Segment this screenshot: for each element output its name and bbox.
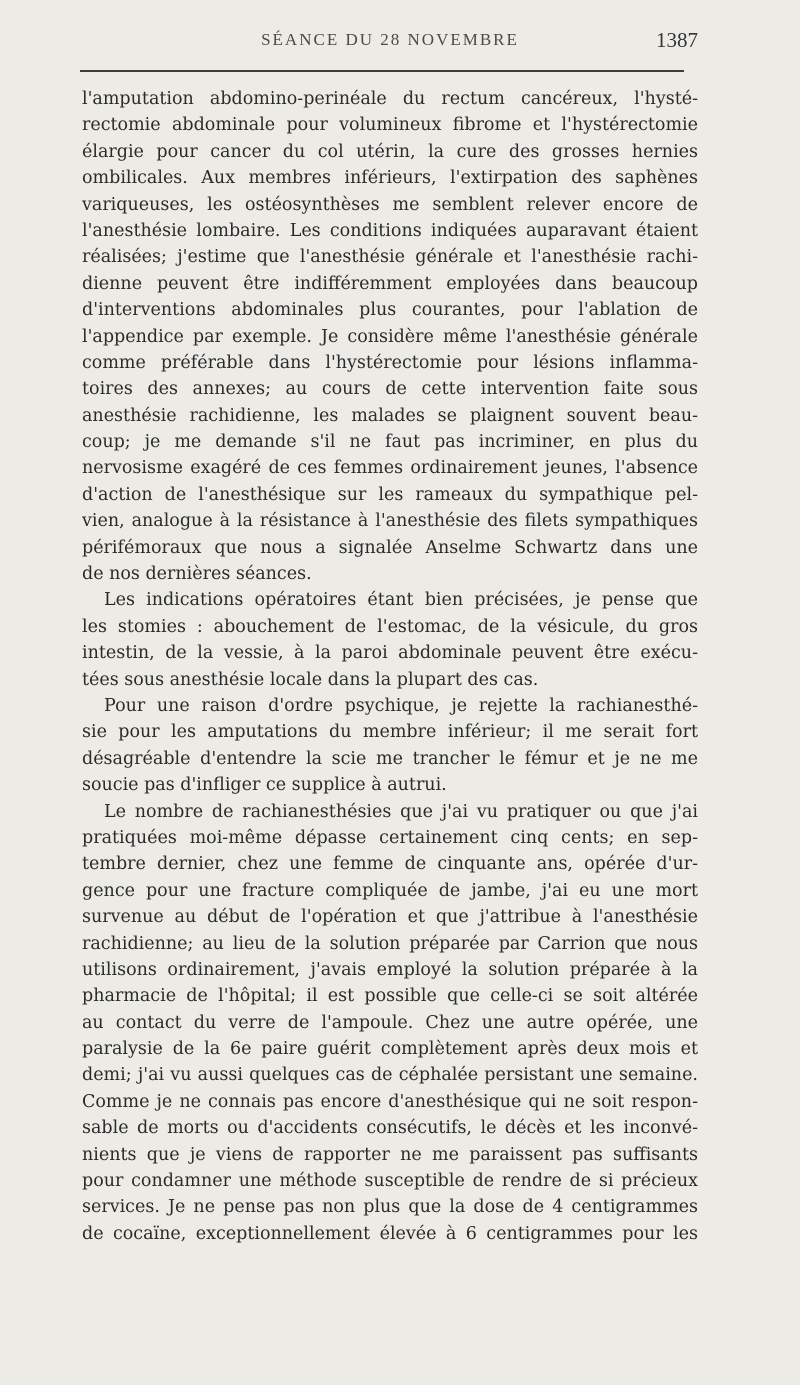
text-line: comme préférable dans l'hystérectomie pour lésions inflamma-	[82, 352, 698, 373]
running-title: SÉANCE DU 28 NOVEMBRE	[261, 30, 519, 49]
text-line: gence pour une fracture compliquée de jambe, j'ai eu une mort	[82, 880, 698, 901]
text-line: les stomies : abouchement de l'estomac, de la vésicule, du gros	[82, 616, 698, 637]
text-line: survenue au début de l'opération et que j'attribue à l'anesthésie	[82, 907, 698, 928]
text-line: utilisons ordinairement, j'avais employé la solution préparée à la	[82, 959, 698, 980]
text-line: élargie pour cancer du col utérin, la cure des grosses hernies	[82, 141, 698, 162]
header-rule	[80, 70, 684, 72]
text-line: toires des annexes; au cours de cette intervention faite sous	[82, 379, 698, 400]
text-line: l'amputation abdomino-perinéale du rectum cancéreux, l'hysté-	[82, 89, 698, 109]
text-line: pour condamner une méthode susceptible de rendre de si précieux	[82, 1171, 698, 1192]
page-number: 1387	[656, 28, 698, 52]
text-line: services. Je ne pense pas non plus que la dose de 4 centigrammes	[82, 1197, 698, 1218]
text-line: coup; je me demande s'il ne faut pas incriminer, en plus du	[82, 432, 698, 453]
text-line: intestin, de la vessie, à la paroi abdominale peuvent être exécu-	[82, 643, 698, 664]
text-line: pratiquées moi-même dépasse certainement cinq cents; en sep-	[82, 827, 698, 848]
text-line: tembre dernier, chez une femme de cinquante ans, opérée d'ur-	[82, 854, 698, 875]
text-line: Les indications opératoires étant bien précisées, je pense que	[104, 590, 698, 611]
text-line: de cocaïne, exceptionnellement élevée à 6 centigrammes pour les	[82, 1223, 698, 1244]
text-line: rectomie abdominale pour volumineux fibrome et l'hystérectomie	[82, 115, 698, 136]
text-line: Comme je ne connais pas encore d'anesthésique qui ne soit respon-	[82, 1091, 698, 1112]
text-line: pharmacie de l'hôpital; il est possible que celle-ci se soit altérée	[82, 986, 698, 1007]
text-line: sie pour les amputations du membre inférieur; il me serait fort	[82, 722, 698, 743]
text-line: nervosisme exagéré de ces femmes ordinairement jeunes, l'absence	[82, 458, 698, 479]
text-line: l'anesthésie lombaire. Les conditions indiquées auparavant étaient	[82, 220, 698, 241]
text-line: ombilicales. Aux membres inférieurs, l'extirpation des saphènes	[82, 168, 698, 189]
text-line: soucie pas d'infliger ce supplice à autrui.	[82, 775, 447, 796]
text-line: l'appendice par exemple. Je considère même l'anesthésie générale	[82, 326, 698, 347]
text-line: variqueuses, les ostéosynthèses me semblent relever encore de	[82, 194, 698, 215]
text-line: au contact du verre de l'ampoule. Chez une autre opérée, une	[82, 1012, 698, 1033]
body-text	[82, 86, 698, 1247]
text-line: anesthésie rachidienne, les malades se plaignent souvent beau-	[82, 405, 698, 426]
text-line: tées sous anesthésie locale dans la plupart des cas.	[82, 669, 539, 690]
text-line: d'action de l'anesthésique sur les rameaux du sympathique pel-	[82, 484, 698, 505]
text-line: désagréable d'entendre la scie me trancher le fémur et je ne me	[82, 748, 698, 769]
text-line: de nos dernières séances.	[82, 564, 312, 585]
text-line: Pour une raison d'ordre psychique, je rejette la rachianesthé-	[104, 695, 698, 716]
text-line: d'interventions abdominales plus courantes, pour l'ablation de	[82, 300, 698, 321]
text-line: dienne peuvent être indifféremment employées dans beaucoup	[82, 273, 698, 294]
text-line: rachidienne; au lieu de la solution préparée par Carrion que nous	[82, 933, 698, 954]
text-line: périfémoraux que nous a signalée Anselme Schwartz dans une	[82, 537, 698, 558]
text-line: paralysie de la 6e paire guérit complètement après deux mois et	[82, 1039, 698, 1060]
text-line: sable de morts ou d'accidents consécutifs, le décès et les inconvé-	[82, 1118, 698, 1139]
running-head	[82, 30, 698, 56]
text-line: nients que je viens de rapporter ne me paraissent pas suffisants	[82, 1144, 698, 1165]
text-line: vien, analogue à la résistance à l'anesthésie des filets sympathiques	[82, 511, 698, 532]
text-line: réalisées; j'estime que l'anesthésie générale et l'anesthésie rachi-	[82, 247, 698, 268]
text-line: Le nombre de rachianesthésies que j'ai vu pratiquer ou que j'ai	[104, 801, 698, 822]
text-line: demi; j'ai vu aussi quelques cas de céphalée persistant une semaine.	[82, 1065, 698, 1086]
